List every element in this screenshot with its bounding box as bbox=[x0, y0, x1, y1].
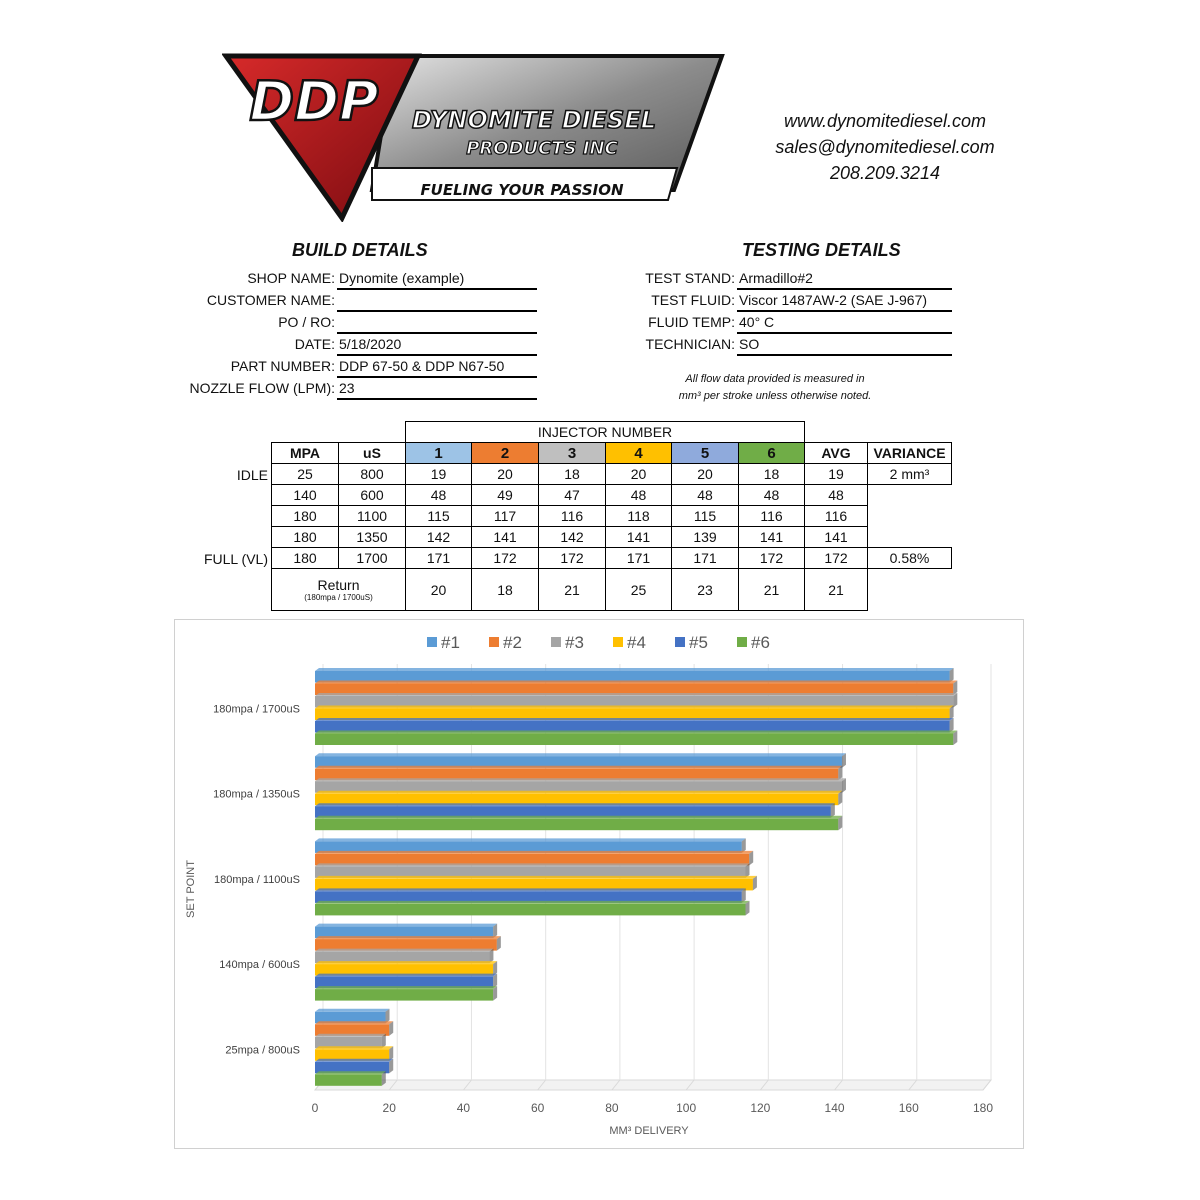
bar-top bbox=[315, 753, 846, 756]
test-fluid-value: Viscor 1487AW-2 (SAE J-967) bbox=[739, 292, 928, 308]
logo-tagline: FUELING YOUR PASSION bbox=[420, 181, 624, 199]
injector-2-header: 2 bbox=[472, 443, 539, 464]
note-line-1: All flow data provided is measured in bbox=[685, 373, 865, 385]
legend-swatch bbox=[737, 637, 747, 647]
category-label: 25mpa / 800uS bbox=[225, 1044, 300, 1057]
bar-top bbox=[315, 816, 842, 819]
cell-inj6: 141 bbox=[739, 527, 805, 548]
table-row bbox=[272, 548, 952, 569]
website-link[interactable]: www.dynomitediesel.com bbox=[783, 111, 987, 131]
nozzle-flow-value: 23 bbox=[339, 380, 355, 396]
bar bbox=[315, 904, 745, 916]
bar-top bbox=[315, 718, 954, 721]
injector-3-header: 3 bbox=[539, 443, 606, 464]
cell-us: 1350 bbox=[339, 527, 406, 548]
phone-number: 208.209.3214 bbox=[829, 163, 941, 183]
cell-inj1: 115 bbox=[406, 506, 472, 527]
us-header: uS bbox=[339, 443, 406, 464]
x-tick-label: 40 bbox=[456, 1101, 471, 1115]
injector-flow-table bbox=[271, 421, 952, 611]
row-label-full: FULL (VL) bbox=[203, 551, 268, 567]
cell-avg: 172 bbox=[805, 548, 868, 569]
bar bbox=[315, 1074, 382, 1086]
bar-top bbox=[315, 791, 842, 794]
bar-top bbox=[315, 888, 746, 891]
return-row bbox=[272, 569, 952, 611]
return-avg: 21 bbox=[805, 569, 868, 611]
ddp-logo bbox=[222, 50, 727, 222]
cell-inj3: 172 bbox=[539, 548, 606, 569]
x-tick-label: 0 bbox=[311, 1101, 319, 1115]
cell-inj3: 142 bbox=[539, 527, 606, 548]
x-tick-label: 100 bbox=[676, 1101, 697, 1115]
bar-top bbox=[315, 901, 749, 904]
part-number-value: DDP 67-50 & DDP N67-50 bbox=[339, 358, 505, 374]
testing-details-title: TESTING DETAILS bbox=[742, 240, 901, 260]
bar-top bbox=[315, 936, 501, 939]
cell-inj1: 19 bbox=[406, 464, 472, 485]
build-details-title: BUILD DETAILS bbox=[292, 240, 428, 260]
date-label: DATE: bbox=[294, 336, 335, 352]
fluid-temp-row bbox=[648, 312, 952, 334]
cell-us: 1700 bbox=[339, 548, 406, 569]
cell-inj4: 20 bbox=[606, 464, 672, 485]
po-ro-row bbox=[278, 312, 537, 334]
cell-inj5: 115 bbox=[672, 506, 739, 527]
cell-mpa: 180 bbox=[272, 527, 339, 548]
return-label-cell bbox=[272, 569, 406, 611]
cell-inj4: 141 bbox=[606, 527, 672, 548]
x-tick-label: 160 bbox=[898, 1101, 919, 1115]
test-stand-label: TEST STAND: bbox=[645, 270, 735, 286]
legend-label: #3 bbox=[565, 633, 584, 652]
table-header-row bbox=[272, 443, 952, 464]
x-tick-label: 120 bbox=[750, 1101, 771, 1115]
bar-top bbox=[315, 1059, 393, 1062]
table-row bbox=[272, 464, 952, 485]
cell-inj5: 48 bbox=[672, 485, 739, 506]
email-link[interactable]: sales@dynomitediesel.com bbox=[775, 137, 995, 157]
cell-inj3: 18 bbox=[539, 464, 606, 485]
x-tick-label: 20 bbox=[382, 1101, 396, 1115]
category-label: 180mpa / 1350uS bbox=[213, 788, 300, 801]
technician-row bbox=[645, 334, 952, 356]
injector-6-header: 6 bbox=[739, 443, 805, 464]
cell-variance: 2 mm³ bbox=[868, 464, 952, 485]
category-label: 180mpa / 1100uS bbox=[213, 873, 300, 886]
bar bbox=[315, 819, 838, 831]
bar-top bbox=[315, 986, 497, 989]
x-tick-label: 140 bbox=[824, 1101, 845, 1115]
variance-header: VARIANCE bbox=[868, 443, 952, 464]
po-ro-label: PO / RO: bbox=[278, 314, 335, 330]
cell-inj5: 139 bbox=[672, 527, 739, 548]
test-fluid-row bbox=[651, 290, 952, 312]
bar-top bbox=[315, 863, 749, 866]
cell-inj2: 49 bbox=[472, 485, 539, 506]
legend-swatch bbox=[489, 637, 499, 647]
cell-inj1: 48 bbox=[406, 485, 472, 506]
cell-inj6: 116 bbox=[739, 506, 805, 527]
table-row bbox=[272, 527, 952, 548]
injector-number-header: INJECTOR NUMBER bbox=[406, 422, 805, 443]
table-row bbox=[272, 485, 952, 506]
cell-avg: 116 bbox=[805, 506, 868, 527]
row-label-idle: IDLE bbox=[236, 467, 268, 483]
shop-name-label: SHOP NAME: bbox=[247, 270, 335, 286]
legend-label: #4 bbox=[627, 633, 646, 652]
return-inj6: 21 bbox=[739, 569, 805, 611]
avg-header: AVG bbox=[805, 443, 868, 464]
injector-4-header: 4 bbox=[606, 443, 672, 464]
table-row bbox=[272, 506, 952, 527]
cell-avg: 141 bbox=[805, 527, 868, 548]
legend-label: #1 bbox=[441, 633, 460, 652]
x-tick-label: 60 bbox=[530, 1101, 545, 1115]
technician-value: SO bbox=[739, 336, 760, 352]
nozzle-flow-label: NOZZLE FLOW (LPM): bbox=[189, 380, 335, 396]
bar-top bbox=[315, 1046, 393, 1049]
x-tick-label: 180 bbox=[972, 1101, 994, 1115]
bar-top bbox=[315, 681, 957, 684]
cell-inj1: 171 bbox=[406, 548, 472, 569]
bar bbox=[315, 989, 493, 1001]
return-inj2: 18 bbox=[472, 569, 539, 611]
measurement-note bbox=[650, 371, 900, 405]
bar-top bbox=[315, 838, 746, 841]
return-label: Return bbox=[317, 577, 360, 593]
legend-swatch bbox=[675, 637, 685, 647]
cell-inj3: 116 bbox=[539, 506, 606, 527]
return-inj1: 20 bbox=[406, 569, 472, 611]
technician-label: TECHNICIAN: bbox=[645, 336, 735, 352]
cell-inj4: 48 bbox=[606, 485, 672, 506]
bar-top bbox=[315, 924, 497, 927]
cell-inj2: 20 bbox=[472, 464, 539, 485]
chart-floor bbox=[315, 1080, 991, 1090]
legend-label: #6 bbox=[751, 633, 770, 652]
legend-swatch bbox=[613, 637, 623, 647]
bar-top bbox=[315, 974, 497, 977]
logo-letters: DDP bbox=[249, 70, 379, 133]
cell-inj1: 142 bbox=[406, 527, 472, 548]
note-line-2: mm³ per stroke unless otherwise noted. bbox=[678, 390, 872, 402]
cell-mpa: 180 bbox=[272, 548, 339, 569]
bar-top bbox=[315, 778, 846, 781]
fluid-temp-label: FLUID TEMP: bbox=[648, 314, 735, 330]
delivery-chart bbox=[174, 619, 1024, 1149]
category-label: 180mpa / 1700uS bbox=[213, 703, 300, 716]
customer-name-label: CUSTOMER NAME: bbox=[206, 292, 335, 308]
cell-inj6: 172 bbox=[739, 548, 805, 569]
legend-swatch bbox=[427, 637, 437, 647]
bar-top bbox=[315, 766, 842, 769]
legend-label: #2 bbox=[503, 633, 522, 652]
bar-top bbox=[315, 1009, 390, 1012]
logo-name-line2: PRODUCTS INC bbox=[466, 138, 618, 159]
cell-us: 600 bbox=[339, 485, 406, 506]
test-fluid-label: TEST FLUID: bbox=[651, 292, 735, 308]
cell-us: 1100 bbox=[339, 506, 406, 527]
cell-inj6: 18 bbox=[739, 464, 805, 485]
cell-variance: 0.58% bbox=[868, 548, 952, 569]
cell-mpa: 140 bbox=[272, 485, 339, 506]
mpa-header: MPA bbox=[272, 443, 339, 464]
injector-1-header: 1 bbox=[406, 443, 472, 464]
bar-top bbox=[315, 851, 753, 854]
cell-inj3: 47 bbox=[539, 485, 606, 506]
cell-mpa: 25 bbox=[272, 464, 339, 485]
shop-name-value: Dynomite (example) bbox=[339, 270, 465, 286]
shop-name-row bbox=[247, 268, 537, 290]
return-sublabel: (180mpa / 1700uS) bbox=[304, 593, 373, 602]
injector-5-header: 5 bbox=[672, 443, 739, 464]
x-tick-label: 80 bbox=[605, 1101, 619, 1115]
legend-label: #5 bbox=[689, 633, 708, 652]
cell-avg: 19 bbox=[805, 464, 868, 485]
table-group-header-row bbox=[272, 422, 952, 443]
contact-info bbox=[760, 108, 1010, 186]
bar bbox=[315, 734, 953, 746]
return-inj3: 21 bbox=[539, 569, 606, 611]
bar-top bbox=[315, 961, 497, 964]
cell-inj2: 117 bbox=[472, 506, 539, 527]
cell-inj4: 171 bbox=[606, 548, 672, 569]
bar-top bbox=[315, 803, 835, 806]
cell-mpa: 180 bbox=[272, 506, 339, 527]
bar-top bbox=[315, 731, 957, 734]
bar-top bbox=[315, 1071, 386, 1074]
test-stand-value: Armadillo#2 bbox=[739, 270, 813, 286]
bar-top bbox=[315, 693, 957, 696]
cell-inj5: 171 bbox=[672, 548, 739, 569]
cell-avg: 48 bbox=[805, 485, 868, 506]
date-value: 5/18/2020 bbox=[339, 336, 402, 352]
cell-inj2: 141 bbox=[472, 527, 539, 548]
part-number-row bbox=[230, 356, 537, 378]
date-row bbox=[294, 334, 537, 356]
cell-inj5: 20 bbox=[672, 464, 739, 485]
x-axis-label: MM³ DELIVERY bbox=[609, 1125, 689, 1137]
delivery-chart-svg bbox=[175, 620, 1023, 1148]
bar-top bbox=[315, 668, 954, 671]
cell-inj2: 172 bbox=[472, 548, 539, 569]
bar-top bbox=[315, 1021, 393, 1024]
return-inj5: 23 bbox=[672, 569, 739, 611]
bar-top bbox=[315, 706, 954, 709]
customer-name-row bbox=[206, 290, 537, 312]
legend-swatch bbox=[551, 637, 561, 647]
logo-name-line1: DYNOMITE DIESEL bbox=[411, 106, 657, 134]
bar-top bbox=[315, 1034, 386, 1037]
cell-us: 800 bbox=[339, 464, 406, 485]
y-axis-label: SET POINT bbox=[185, 860, 197, 918]
cell-inj4: 118 bbox=[606, 506, 672, 527]
part-number-label: PART NUMBER: bbox=[230, 358, 335, 374]
return-inj4: 25 bbox=[606, 569, 672, 611]
bar-top bbox=[315, 876, 757, 879]
bar-top bbox=[315, 949, 493, 952]
cell-inj6: 48 bbox=[739, 485, 805, 506]
nozzle-flow-row bbox=[189, 378, 537, 400]
test-stand-row bbox=[645, 268, 952, 290]
category-label: 140mpa / 600uS bbox=[219, 959, 300, 972]
fluid-temp-value: 40° C bbox=[739, 314, 775, 330]
